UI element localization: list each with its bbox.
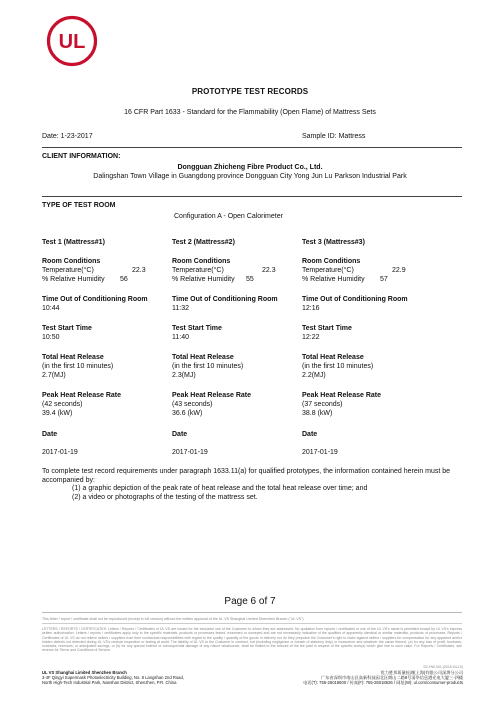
peak-heat-release-value: 36.6 (kW): [172, 410, 203, 417]
footer-contact: 电话(T): 755-26018600 / 传真(F): 755-26018626 / 网址(W): ul.com/consumer-products: [303, 680, 463, 686]
footer-divider: [42, 612, 462, 613]
peak-heat-release-value: 39.4 (kW): [42, 410, 73, 417]
total-heat-release-note: (in the first 10 minutes): [302, 363, 374, 370]
peak-heat-release-label: Peak Heat Release Rate: [302, 392, 381, 399]
total-heat-release-note: (in the first 10 minutes): [42, 363, 114, 370]
document-title: PROTOTYPE TEST RECORDS: [191, 87, 309, 96]
footer-company-cn: 优力胜邦质量检测(上海)有限公司深圳分公司: [380, 670, 463, 675]
divider: [42, 147, 462, 148]
temperature-label: Temperature(°C): [42, 267, 94, 274]
requirement-item-1: (1) a graphic depiction of the peak rate of heat release and the total heat release over time; and: [72, 485, 368, 492]
humidity-label: % Relative Humidity: [172, 276, 235, 283]
report-date: Date: 1-23-2017: [42, 133, 93, 140]
total-heat-release-label: Total Heat Release: [42, 354, 104, 361]
peak-heat-release-note: (37 seconds): [302, 401, 343, 408]
test-title: Test 3 (Mattress#3): [302, 239, 365, 246]
footer-divider: [42, 623, 462, 624]
start-time-value: 12:22: [302, 334, 320, 341]
client-heading: CLIENT INFORMATION:: [42, 153, 121, 160]
temperature-value: 22.3: [262, 267, 276, 274]
footer-address-line2: North High-Tech Industrial Park, Nanshan District, Shenzhen, P.R. China: [42, 680, 177, 686]
start-time-value: 11:40: [172, 334, 189, 341]
document-subtitle: 16 CFR Part 1633 - Standard for the Flammability (Open Flame) of Mattress Sets: [124, 109, 376, 116]
total-heat-release-value: 2.3(MJ): [172, 372, 196, 379]
test-title: Test 1 (Mattress#1): [42, 239, 105, 246]
client-address: Dalingshan Town Village in Guangdong province Dongguan City Yong Jun Lu Parkson Industrial Park: [93, 173, 407, 180]
footer-company: UL VS Shanghai Limited Shenzhen Branch: [42, 670, 127, 675]
footer-address-cn-line: 广东省深圳市南山区高新科技园北区朗山二路8号清华信息港光电大厦三-四楼: [321, 675, 463, 681]
start-time-value: 10:50: [42, 334, 60, 341]
terms-notice: LETTERS / REPORTS / CERTIFICATES: Letters / Reports / Certificates of UL VS are issued for the exclusive use of the Customer to whom they are addressed. No quotation from reports / certificates or use of the UL VS's name is permitted except by UL VS's express written authorization. Letters / reports / certificates apply only to the specific materials, products or processes tested, examined or surveyed and are not necessarily indicative of the qualities of apparently identical or similar materials, products or processes. Reports / Certificates of UL VS do not relieve sellers / suppliers from their contractual responsibilities with regard to the quality / quantity of the goods in delivery nor do they prejudice the Customer's right to claim against sellers / suppliers for compensation for any apparent and/or hidden defects not detected during UL VS's random inspection or testing at audit. The liability of UL VS to the Customer in contract, tort (including negligence or breach of statutory duty) or howsoever and whatever the cause thereof, (a) for any loss of profit, business, contracts, revenues, or anticipated savings, or (b) for any special indirect or consequential damage of any nature whatsoever, shall be limited to the amount of the fee paid in respect of the specific work(s) which give rise to such claim. For Reports / Certificates, see reverse for Terms and Conditions of Service.: [42, 627, 462, 653]
start-time-label: Test Start Time: [172, 325, 222, 332]
room-conditions-label: Room Conditions: [42, 258, 101, 265]
total-heat-release-value: 2.7(MJ): [42, 372, 66, 379]
test-room-configuration: Configuration A - Open Calorimeter: [174, 213, 283, 220]
test-title: Test 2 (Mattress#2): [172, 239, 235, 246]
divider: [42, 196, 462, 197]
date-label: Date: [172, 431, 188, 438]
humidity-label: % Relative Humidity: [302, 276, 365, 283]
peak-heat-release-note: (42 seconds): [42, 401, 83, 408]
footer-address-line1: 3-4F Qingyi Supermask Photoelectricity Building, No. 8 Langshan 2nd Road,: [42, 675, 184, 681]
client-company: Dongguan Zhicheng Fibre Product Co., Ltd.: [177, 164, 323, 171]
peak-heat-release-value: 38.8 (kW): [302, 410, 333, 417]
page-number: Page 6 of 7: [224, 596, 276, 607]
sample-id: Sample ID: Mattress: [302, 133, 366, 140]
date-value: 2017-01-19: [302, 449, 338, 456]
requirements-intro: To complete test record requirements under paragraph 1633.11(a) for qualified prototypes, the information contained herein must be accompanied by:: [42, 468, 451, 484]
room-conditions-label: Room Conditions: [172, 258, 231, 265]
start-time-label: Test Start Time: [42, 325, 92, 332]
time-out-label: Time Out of Conditioning Room: [42, 296, 148, 303]
total-heat-release-note: (in the first 10 minutes): [172, 363, 244, 370]
footer-address-en: [42, 670, 184, 686]
time-out-label: Time Out of Conditioning Room: [302, 296, 408, 303]
temperature-label: Temperature(°C): [172, 267, 224, 274]
temperature-value: 22.9: [392, 267, 406, 274]
humidity-value: 56: [120, 276, 128, 283]
requirement-item-2: (2) a video or photographs of the testing of the mattress set.: [72, 494, 258, 501]
peak-heat-release-label: Peak Heat Release Rate: [172, 392, 251, 399]
time-out-value: 11:32: [172, 305, 189, 312]
test-room-heading: TYPE OF TEST ROOM: [42, 202, 116, 209]
peak-heat-release-label: Peak Heat Release Rate: [42, 392, 121, 399]
temperature-value: 22.3: [132, 267, 146, 274]
room-conditions-label: Room Conditions: [302, 258, 361, 265]
date-label: Date: [302, 431, 318, 438]
reproduction-notice: This letter / report / certificate shall not be reproduced (except in full version) without the written approval of the UL VS Shanghai Limited Shenzhen Branch ("UL VS"): [42, 617, 304, 621]
total-heat-release-value: 2.2(MJ): [302, 372, 326, 379]
time-out-value: 10:44: [42, 305, 60, 312]
temperature-label: Temperature(°C): [302, 267, 354, 274]
footer-address-cn: [303, 670, 463, 686]
ul-logo-text: UL: [58, 31, 86, 53]
start-time-label: Test Start Time: [302, 325, 352, 332]
time-out-label: Time Out of Conditioning Room: [172, 296, 278, 303]
time-out-value: 12:16: [302, 305, 320, 312]
ul-logo: [46, 15, 98, 67]
peak-heat-release-note: (43 seconds): [172, 401, 213, 408]
date-value: 2017-01-19: [42, 449, 78, 456]
humidity-value: 55: [246, 276, 254, 283]
total-heat-release-label: Total Heat Release: [302, 354, 364, 361]
form-reference: SZ-HW-001 (2015-04-10): [423, 665, 463, 669]
humidity-label: % Relative Humidity: [42, 276, 105, 283]
humidity-value: 57: [380, 276, 388, 283]
total-heat-release-label: Total Heat Release: [172, 354, 234, 361]
date-value: 2017-01-19: [172, 449, 208, 456]
date-label: Date: [42, 431, 58, 438]
